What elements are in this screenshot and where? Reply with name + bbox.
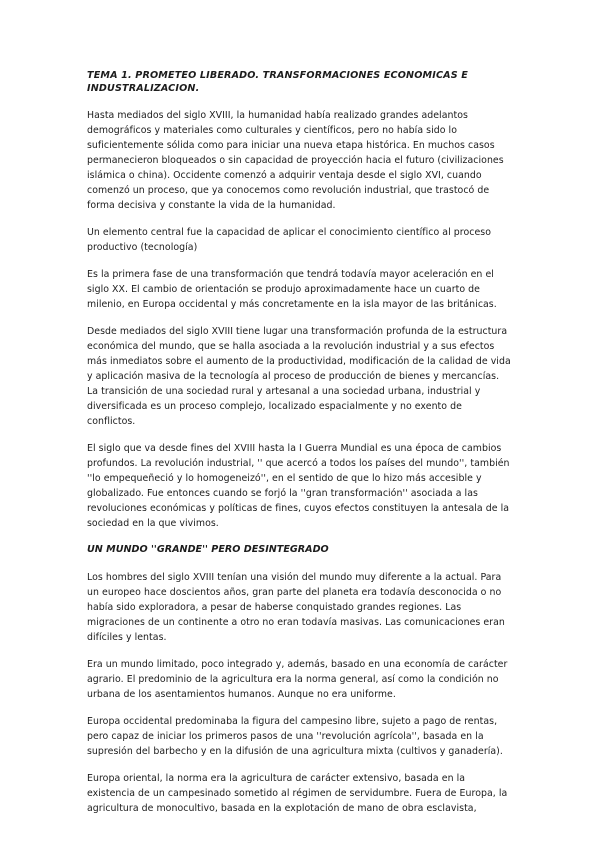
- paragraph: Un elemento central fue la capacidad de aplicar el conocimiento científico al proceso productivo (tecnología): [87, 227, 492, 253]
- paragraph: Los hombres del siglo XVIII tenían una visión del mundo muy diferente a la actual. Para un europeo hace doscientos años, gran parte del planeta era todavía desconocida o no había sido exploradora, a pesar de haberse conquistado grandes regiones. Las migraciones de un continente a otro no eran todavía masivas. Las comunicaciones eran difíciles y lentas.: [87, 572, 505, 643]
- paragraph: Desde mediados del siglo XVIII tiene lugar una transformación profunda de la estructura económica del mundo, que se halla asociada a la revolución industrial y a sus efectos más inmediatos sobre el aumento de la productividad, modificación de la calidad de vida y aplicación masiva de la tecnología al proceso de producción de bienes y mercancías. La transición de una sociedad rural y artesanal a una sociedad urbana, industrial y diversificada es un proceso complejo, localizado espacialmente y no exento de conflictos.: [87, 326, 511, 427]
- paragraph: Hasta mediados del siglo XVIII, la humanidad había realizado grandes adelantos demográficos y materiales como culturales y científicos, pero no había sido lo suficientemente sólida como para iniciar una nueva etapa histórica. En muchos casos permanecieron bloqueados o sin capacidad de proyección hacia el futuro (civilizaciones islámica o china). Occidente comenzó a adquirir ventaja desde el siglo XVI, cuando comenzó un proceso, que ya conocemos como revolución industrial, que trastocó de forma decisiva y constante la vida de la humanidad.: [87, 110, 504, 211]
- paragraph: Europa occidental predominaba la figura del campesino libre, sujeto a pago de rentas, pero capaz de iniciar los primeros pasos de una ''revolución agrícola'', basada en la supresión del barbecho y en la difusión de una agricultura mixta (cultivos y ganadería).: [87, 716, 503, 757]
- paragraph: El siglo que va desde fines del XVIII hasta la I Guerra Mundial es una época de cambios profundos. La revolución industrial, '' que acercó a todos los países del mundo'', también ''lo empequeñeció y lo homogeneizó'', en el sentido de que lo hizo más accesible y globalizado. Fue entonces cuando se forjó la ''gran transformación'' asociada a las revoluciones económicas y políticas de fines, cuyos efectos constituyen la antesala de la sociedad en la que vivimos.: [87, 443, 510, 529]
- paragraph: Europa oriental, la norma era la agricultura de carácter extensivo, basada en la existencia de un campesinado sometido al régimen de servidumbre. Fuera de Europa, la agricultura de monocultivo, basada en la explotación de mano de obra esclavista,: [87, 773, 508, 814]
- paragraph: Era un mundo limitado, poco integrado y, además, basado en una economía de carácter agrario. El predominio de la agricultura era la norma general, así como la condición no urbana de los asentamientos humanos. Aunque no era uniforme.: [87, 659, 508, 700]
- document-body: [87, 69, 511, 828]
- chapter-title: TEMA 1. PROMETEO LIBERADO. TRANSFORMACIONES ECONOMICAS E INDUSTRALIZACION.: [87, 70, 468, 94]
- paragraph: Es la primera fase de una transformación que tendrá todavía mayor aceleración en el siglo XX. El cambio de orientación se produjo aproximadamente hace un cuarto de milenio, en Europa occidental y más concretamente en la isla mayor de las británicas.: [87, 269, 497, 310]
- section-heading: UN MUNDO ''GRANDE'' PERO DESINTEGRADO: [87, 544, 329, 555]
